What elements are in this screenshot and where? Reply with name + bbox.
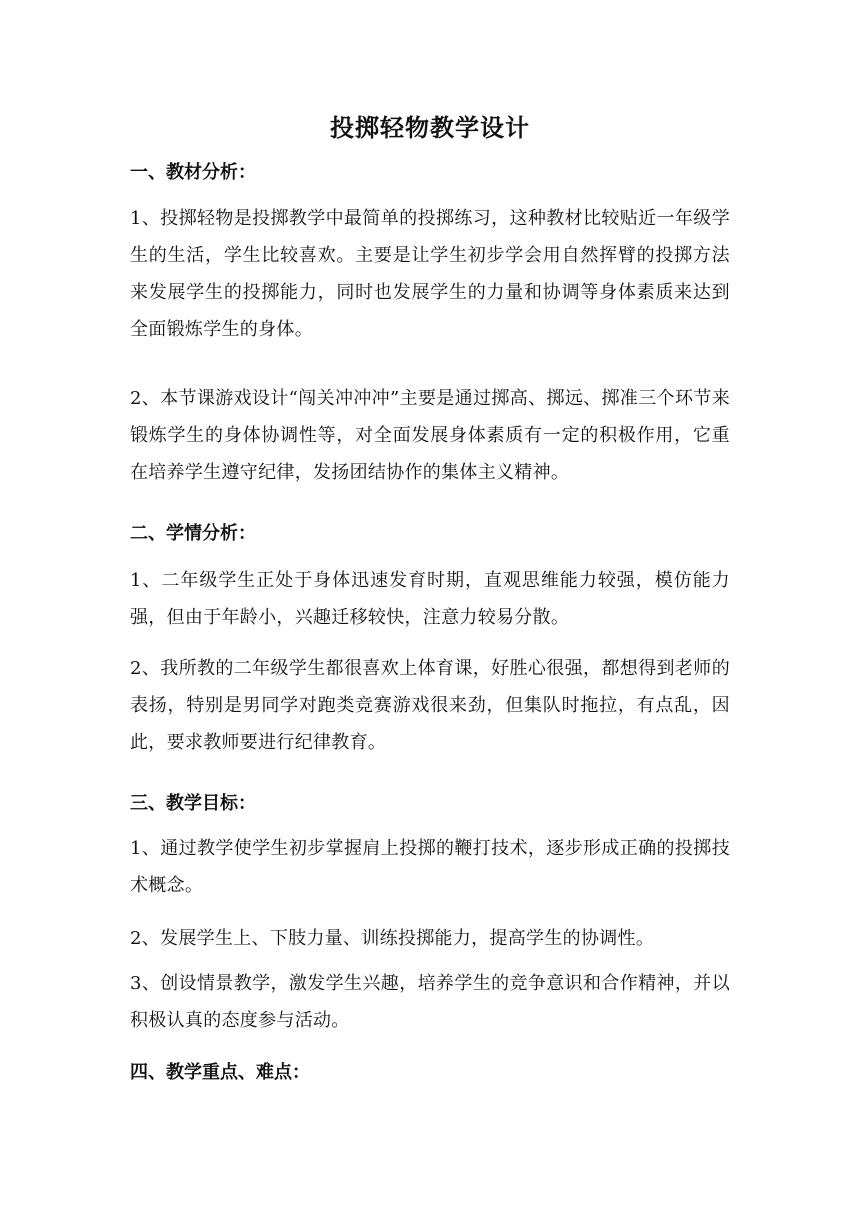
paragraph-teaching-objectives-3: 3、创设情景教学，激发学生兴趣，培养学生的竞争意识和合作精神，并以积极认真的态度参与活动。 [130, 973, 730, 1031]
paragraph-teaching-objectives-1: 1、通过教学使学生初步掌握肩上投掷的鞭打技术，逐步形成正确的投掷技术概念。 [130, 838, 730, 896]
section-heading-key-difficult-points: 四、教学重点、难点： [130, 1062, 310, 1083]
section-heading-learner-analysis: 二、学情分析： [130, 523, 256, 544]
document-title: 投掷轻物教学设计 [330, 114, 530, 142]
section-heading-teaching-objectives: 三、教学目标： [130, 793, 256, 814]
paragraph-learner-analysis-1: 1、二年级学生正处于身体迅速发育时期，直观思维能力较强，模仿能力强，但由于年龄小，兴趣迁移较快，注意力较易分散。 [130, 570, 730, 628]
section-heading-textbook-analysis: 一、教材分析： [130, 162, 256, 183]
paragraph-learner-analysis-2: 2、我所教的二年级学生都很喜欢上体育课，好胜心很强，都想得到老师的表扬，特别是男同学对跑类竞赛游戏很来劲，但集队时拖拉，有点乱，因此，要求教师要进行纪律教育。 [130, 658, 730, 753]
paragraph-teaching-objectives-2: 2、发展学生上、下肢力量、训练投掷能力，提高学生的协调性。 [130, 928, 655, 949]
paragraph-textbook-analysis-1: 1、投掷轻物是投掷教学中最简单的投掷练习，这种教材比较贴近一年级学生的生活，学生比较喜欢。主要是让学生初步学会用自然挥臂的投掷方法来发展学生的投掷能力，同时也发展学生的力量和协调等身体素质来达到全面锻炼学生的身体。 [130, 208, 730, 340]
paragraph-textbook-analysis-2: 2、本节课游戏设计“闯关冲冲冲”主要是通过掷高、掷远、掷准三个环节来锻炼学生的身体协调性等，对全面发展身体素质有一定的积极作用，它重在培养学生遵守纪律，发扬团结协作的集体主义精神。 [130, 388, 730, 483]
